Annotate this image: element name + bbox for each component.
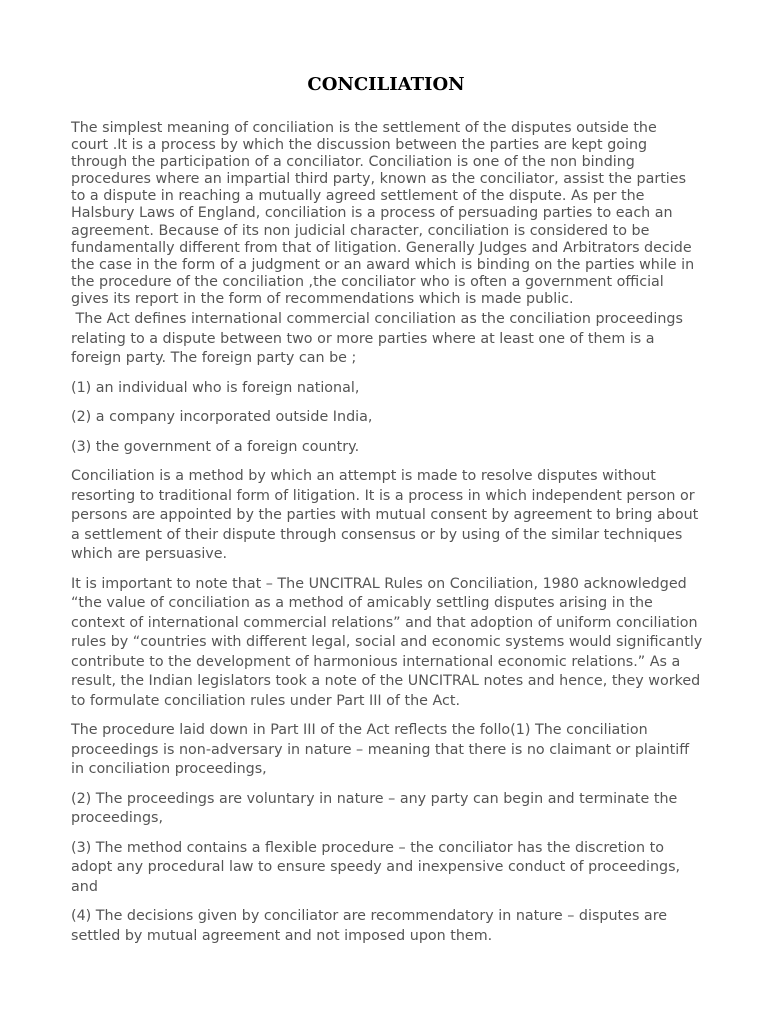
text-line: proceedings, bbox=[71, 810, 164, 827]
text-line: a settlement of their dispute through consensus or by using of the similar techniques bbox=[71, 526, 683, 543]
paragraph-flexible bbox=[71, 839, 701, 898]
text-line: (2) The proceedings are voluntary in nature – any party can begin and terminate the bbox=[71, 790, 678, 807]
text-line: contribute to the development of harmonious international economic relations.” As a bbox=[71, 653, 681, 670]
text-line: through the participation of a conciliator. Conciliation is one of the non binding bbox=[71, 154, 635, 171]
text-line: and bbox=[71, 878, 98, 895]
text-line: rules by “countries with different legal, social and economic systems would significantly bbox=[71, 634, 703, 651]
paragraph-method bbox=[71, 467, 701, 565]
text-line: gives its report in the form of recommendations which is made public. bbox=[71, 290, 574, 307]
text-line: agreement. Because of its non judicial character, conciliation is considered to be bbox=[71, 222, 650, 239]
text-line: “the value of conciliation as a method of amicably settling disputes arising in the bbox=[71, 595, 653, 612]
list-item-company-outside-india: (2) a company incorporated outside India, bbox=[71, 409, 373, 426]
text-line: to a dispute in reaching a mutually agreed settlement of the dispute. As per the bbox=[71, 188, 645, 205]
text-line: fundamentally different from that of litigation. Generally Judges and Arbitrators decide bbox=[71, 239, 692, 256]
text-line: in conciliation proceedings, bbox=[71, 761, 267, 778]
text-line: adopt any procedural law to ensure speedy and inexpensive conduct of proceedings, bbox=[71, 859, 681, 876]
text-line: (3) The method contains a flexible procedure – the conciliator has the discretion to bbox=[71, 839, 665, 856]
text-line: The procedure laid down in Part III of the Act reflects the follo(1) The conciliation bbox=[71, 722, 648, 739]
document-title: CONCILIATION bbox=[307, 74, 465, 95]
text-line: to formulate conciliation rules under Part III of the Act. bbox=[71, 692, 461, 709]
text-line: resorting to traditional form of litigation. It is a process in which independent person or bbox=[71, 487, 695, 504]
text-line: proceedings is non-adversary in nature – meaning that there is no claimant or plaintiff bbox=[71, 741, 690, 758]
text-line: context of international commercial relations” and that adoption of uniform conciliation bbox=[71, 614, 698, 631]
paragraph-intro bbox=[71, 120, 701, 308]
text-line: the case in the form of a judgment or an award which is binding on the parties while in bbox=[71, 256, 695, 273]
text-line: The Act defines international commercial conciliation as the conciliation proceedings bbox=[71, 311, 683, 328]
paragraph-uncitral bbox=[71, 575, 701, 712]
text-line: settled by mutual agreement and not imposed upon them. bbox=[71, 927, 493, 944]
list-item-foreign-government: (3) the government of a foreign country. bbox=[71, 438, 360, 455]
text-line: which are persuasive. bbox=[71, 546, 228, 563]
text-line: (4) The decisions given by conciliator are recommendatory in nature – disputes are bbox=[71, 908, 668, 925]
text-line: Conciliation is a method by which an attempt is made to resolve disputes without bbox=[71, 468, 656, 485]
text-line: court .It is a process by which the discussion between the parties are kept going bbox=[71, 137, 648, 154]
text-line: Halsbury Laws of England, conciliation is a process of persuading parties to each an bbox=[71, 205, 673, 222]
text-line: procedures where an impartial third party, known as the conciliator, assist the parties bbox=[71, 171, 687, 188]
paragraph-act-definition bbox=[71, 310, 701, 369]
paragraph-voluntary bbox=[71, 790, 701, 829]
document-page bbox=[71, 0, 701, 946]
paragraph-procedure bbox=[71, 721, 701, 780]
text-line: relating to a dispute between two or more parties where at least one of them is a bbox=[71, 330, 655, 347]
paragraph-recommendatory bbox=[71, 907, 701, 946]
text-line: the procedure of the conciliation ,the conciliator who is often a government official bbox=[71, 273, 664, 290]
text-line: result, the Indian legislators took a note of the UNCITRAL notes and hence, they worked bbox=[71, 673, 701, 690]
text-line: The simplest meaning of conciliation is the settlement of the disputes outside the bbox=[71, 120, 657, 136]
text-line: It is important to note that – The UNCITRAL Rules on Conciliation, 1980 acknowledged bbox=[71, 575, 687, 592]
text-line: persons are appointed by the parties with mutual consent by agreement to bring about bbox=[71, 507, 699, 524]
text-line: foreign party. The foreign party can be ; bbox=[71, 350, 357, 367]
list-item-foreign-national: (1) an individual who is foreign national, bbox=[71, 379, 360, 396]
